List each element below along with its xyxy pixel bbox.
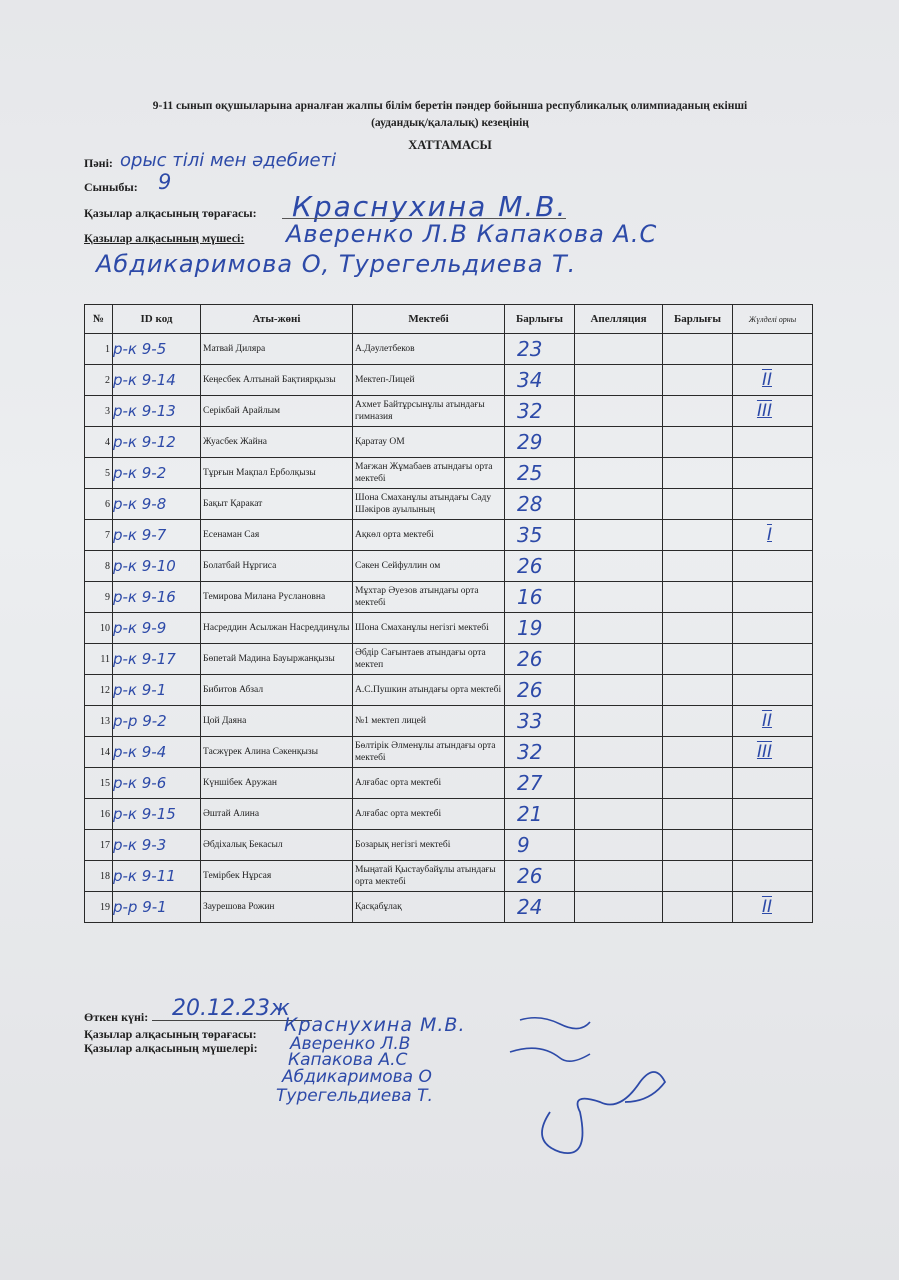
row-total: 27 — [505, 768, 575, 799]
row-num: 15 — [85, 768, 113, 799]
row-place: III — [733, 737, 813, 768]
row-num: 5 — [85, 458, 113, 489]
row-id: р-к 9-2 — [113, 458, 201, 489]
row-school: Ақкөл орта мектебі — [353, 520, 505, 551]
row-name: Темирова Милана Руслановна — [201, 582, 353, 613]
table-row — [85, 365, 813, 396]
grade-label: Сыныбы: — [84, 180, 138, 194]
row-place — [733, 861, 813, 892]
row-place — [733, 768, 813, 799]
row-num: 7 — [85, 520, 113, 551]
footer-member-3: Абдикаримова О — [282, 1067, 432, 1087]
row-id: р-к 9-14 — [113, 365, 201, 396]
row-num: 2 — [85, 365, 113, 396]
table-row — [85, 861, 813, 892]
row-school: Сәкен Сейфуллин ом — [353, 551, 505, 582]
row-place: II — [733, 892, 813, 923]
header-name: Аты-жөні — [201, 305, 353, 334]
row-place — [733, 551, 813, 582]
row-place — [733, 644, 813, 675]
footer-member-1: Аверенко Л.В — [290, 1034, 411, 1054]
row-id: р-к 9-11 — [113, 861, 201, 892]
row-total-2 — [663, 737, 733, 768]
row-total-2 — [663, 551, 733, 582]
header-id: ID код — [113, 305, 201, 334]
row-total: 23 — [505, 334, 575, 365]
row-place — [733, 582, 813, 613]
row-name: Насреддин Асылжан Насреддинұлы — [201, 613, 353, 644]
row-name: Күншібек Аружан — [201, 768, 353, 799]
row-appeal — [575, 799, 663, 830]
row-appeal — [575, 861, 663, 892]
row-total: 9 — [505, 830, 575, 861]
row-id: р-к 9-5 — [113, 334, 201, 365]
row-school: Шона Смаханұлы атындағы Сәду Шәкіров ауылының — [353, 489, 505, 520]
signature-scribble-2 — [510, 1048, 590, 1061]
row-appeal — [575, 334, 663, 365]
row-total-2 — [663, 520, 733, 551]
row-num: 12 — [85, 675, 113, 706]
row-id: р-к 9-1 — [113, 675, 201, 706]
table-row — [85, 737, 813, 768]
row-school: Қаратау ОМ — [353, 427, 505, 458]
row-school: Қасқабұлақ — [353, 892, 505, 923]
row-school: Әбдір Сағынтаев атындағы орта мектеп — [353, 644, 505, 675]
row-total: 28 — [505, 489, 575, 520]
row-name: Кеңесбек Алтынай Бақтиярқызы — [201, 365, 353, 396]
row-id: р-р 9-2 — [113, 706, 201, 737]
results-table — [84, 304, 813, 923]
row-total: 26 — [505, 675, 575, 706]
footer-chair-label: Қазылар алқасының төрағасы: — [84, 1027, 257, 1041]
row-num: 17 — [85, 830, 113, 861]
row-school: Алғабас орта мектебі — [353, 768, 505, 799]
row-school: Мектеп-Лицей — [353, 365, 505, 396]
row-name: Бөпетай Мадина Бауыржанқызы — [201, 644, 353, 675]
row-name: Цой Даяна — [201, 706, 353, 737]
row-id: р-к 9-9 — [113, 613, 201, 644]
row-name: Әштай Алина — [201, 799, 353, 830]
row-total-2 — [663, 799, 733, 830]
row-place — [733, 427, 813, 458]
footer-member-2: Капакова А.С — [288, 1050, 408, 1070]
row-name: Серікбай Арайлым — [201, 396, 353, 427]
row-school: Шона Смаханұлы негізгі мектебі — [353, 613, 505, 644]
row-place: III — [733, 396, 813, 427]
chair-label: Қазылар алқасының төрағасы: — [84, 206, 257, 220]
table-row — [85, 458, 813, 489]
row-school: Бөлтірік Әлменұлы атындағы орта мектебі — [353, 737, 505, 768]
row-total-2 — [663, 706, 733, 737]
row-total: 29 — [505, 427, 575, 458]
table-row — [85, 551, 813, 582]
row-total-2 — [663, 582, 733, 613]
chair-underline — [282, 218, 566, 219]
table-row — [85, 830, 813, 861]
row-place — [733, 613, 813, 644]
header-line1: 9-11 сынып оқушыларына арналған жалпы білім беретін пәндер бойынша республикалық олимпиаданың екінші — [152, 100, 748, 112]
row-appeal — [575, 613, 663, 644]
row-num: 18 — [85, 861, 113, 892]
header-total-2: Барлығы — [663, 305, 733, 334]
row-appeal — [575, 396, 663, 427]
row-num: 4 — [85, 427, 113, 458]
row-total: 26 — [505, 551, 575, 582]
row-appeal — [575, 706, 663, 737]
row-place: II — [733, 706, 813, 737]
row-appeal — [575, 551, 663, 582]
row-num: 9 — [85, 582, 113, 613]
row-appeal — [575, 489, 663, 520]
table-row — [85, 582, 813, 613]
signature-scribble-1 — [520, 1018, 590, 1029]
row-school: Мұхтар Әуезов атындағы орта мектебі — [353, 582, 505, 613]
row-total-2 — [663, 365, 733, 396]
row-total-2 — [663, 892, 733, 923]
signatures-image — [500, 1012, 700, 1162]
row-id: р-к 9-10 — [113, 551, 201, 582]
subject-value: орыс тілі мен әдебиеті — [120, 150, 337, 171]
row-total: 32 — [505, 737, 575, 768]
row-school: Мағжан Жұмабаев атындағы орта мектебі — [353, 458, 505, 489]
row-total-2 — [663, 830, 733, 861]
header-appeal: Апелляция — [575, 305, 663, 334]
row-num: 6 — [85, 489, 113, 520]
row-school: №1 мектеп лицей — [353, 706, 505, 737]
row-id: р-к 9-13 — [113, 396, 201, 427]
row-appeal — [575, 737, 663, 768]
table-row — [85, 427, 813, 458]
row-school: Мыңатай Қыстаубайұлы атындағы орта мектебі — [353, 861, 505, 892]
row-appeal — [575, 458, 663, 489]
table-row — [85, 768, 813, 799]
row-total: 24 — [505, 892, 575, 923]
table-row — [85, 334, 813, 365]
date-label: Өткен күні: — [84, 1010, 149, 1024]
row-appeal — [575, 427, 663, 458]
table-row — [85, 520, 813, 551]
table-row — [85, 613, 813, 644]
member-value-2: Абдикаримова О, Турегельдиева Т. — [96, 250, 577, 278]
row-school: А.С.Пушкин атындағы орта мектебі — [353, 675, 505, 706]
row-total: 21 — [505, 799, 575, 830]
row-total: 32 — [505, 396, 575, 427]
row-id: р-к 9-8 — [113, 489, 201, 520]
row-total-2 — [663, 861, 733, 892]
footer-members-label: Қазылар алқасының мүшелері: — [84, 1041, 258, 1055]
table-row — [85, 644, 813, 675]
row-name: Бибитов Абзал — [201, 675, 353, 706]
row-num: 14 — [85, 737, 113, 768]
footer-member-4: Турегельдиева Т. — [276, 1086, 433, 1106]
row-num: 13 — [85, 706, 113, 737]
row-place: II — [733, 365, 813, 396]
row-place — [733, 458, 813, 489]
row-name: Жуасбек Жайна — [201, 427, 353, 458]
row-id: р-к 9-4 — [113, 737, 201, 768]
row-total-2 — [663, 458, 733, 489]
row-appeal — [575, 768, 663, 799]
table-row — [85, 892, 813, 923]
row-name: Тасжүрек Алина Сәкенқызы — [201, 737, 353, 768]
member-value: Аверенко Л.В Капакова А.С — [286, 220, 658, 248]
signature-main — [542, 1072, 665, 1153]
row-num: 3 — [85, 396, 113, 427]
row-id: р-к 9-3 — [113, 830, 201, 861]
row-total-2 — [663, 489, 733, 520]
row-id: р-р 9-1 — [113, 892, 201, 923]
row-school: Бозарық негізгі мектебі — [353, 830, 505, 861]
table-row — [85, 706, 813, 737]
row-appeal — [575, 365, 663, 396]
row-place — [733, 830, 813, 861]
footer-chair-value: Краснухина М.В. — [284, 1014, 466, 1036]
header-school: Мектебі — [353, 305, 505, 334]
row-total: 35 — [505, 520, 575, 551]
row-school: Ахмет Байтұрсынұлы атындағы гимназия — [353, 396, 505, 427]
row-id: р-к 9-6 — [113, 768, 201, 799]
row-total-2 — [663, 768, 733, 799]
row-total: 33 — [505, 706, 575, 737]
table-row — [85, 799, 813, 830]
row-total: 25 — [505, 458, 575, 489]
row-appeal — [575, 520, 663, 551]
row-id: р-к 9-12 — [113, 427, 201, 458]
row-total-2 — [663, 334, 733, 365]
row-place — [733, 489, 813, 520]
row-total: 16 — [505, 582, 575, 613]
row-num: 16 — [85, 799, 113, 830]
row-total-2 — [663, 675, 733, 706]
row-place — [733, 799, 813, 830]
row-total-2 — [663, 644, 733, 675]
row-place: I — [733, 520, 813, 551]
row-total-2 — [663, 396, 733, 427]
header-place: Жүлделі орны — [733, 305, 813, 334]
row-name: Болатбай Нұргиса — [201, 551, 353, 582]
row-total: 26 — [505, 644, 575, 675]
row-appeal — [575, 830, 663, 861]
row-num: 10 — [85, 613, 113, 644]
row-appeal — [575, 644, 663, 675]
row-appeal — [575, 892, 663, 923]
row-id: р-к 9-16 — [113, 582, 201, 613]
row-name: Темірбек Нұрсая — [201, 861, 353, 892]
row-appeal — [575, 582, 663, 613]
row-name: Заурешова Рожин — [201, 892, 353, 923]
row-name: Әбдіхалық Бекасыл — [201, 830, 353, 861]
row-id: р-к 9-7 — [113, 520, 201, 551]
subject-label: Пәні: — [84, 156, 113, 170]
header-line2: (аудандық/қалалық) кезеңінің — [371, 117, 529, 129]
row-num: 11 — [85, 644, 113, 675]
date-value: 20.12.23ж — [172, 996, 290, 1021]
table-row — [85, 675, 813, 706]
document-title: ХАТТАМАСЫ — [408, 138, 492, 152]
row-school: А.Дәулетбеков — [353, 334, 505, 365]
row-id: р-к 9-15 — [113, 799, 201, 830]
table-row — [85, 396, 813, 427]
row-id: р-к 9-17 — [113, 644, 201, 675]
table-row — [85, 489, 813, 520]
row-num: 8 — [85, 551, 113, 582]
row-name: Есенаман Сая — [201, 520, 353, 551]
row-total-2 — [663, 613, 733, 644]
row-num: 1 — [85, 334, 113, 365]
row-school: Алғабас орта мектебі — [353, 799, 505, 830]
row-name: Матвай Диляра — [201, 334, 353, 365]
row-name: Бақыт Қаракат — [201, 489, 353, 520]
row-total: 19 — [505, 613, 575, 644]
header-num: № — [85, 305, 113, 334]
row-num: 19 — [85, 892, 113, 923]
row-name: Тұрғын Мақпал Ерболқызы — [201, 458, 353, 489]
row-appeal — [575, 675, 663, 706]
row-total-2 — [663, 427, 733, 458]
header-total: Барлығы — [505, 305, 575, 334]
row-total: 26 — [505, 861, 575, 892]
row-place — [733, 334, 813, 365]
table-header-row — [85, 305, 813, 334]
chair-value: Краснухина М.В. — [292, 190, 568, 223]
grade-value: 9 — [158, 170, 172, 194]
row-place — [733, 675, 813, 706]
member-label: Қазылар алқасының мүшесі: — [84, 231, 245, 245]
row-total: 34 — [505, 365, 575, 396]
